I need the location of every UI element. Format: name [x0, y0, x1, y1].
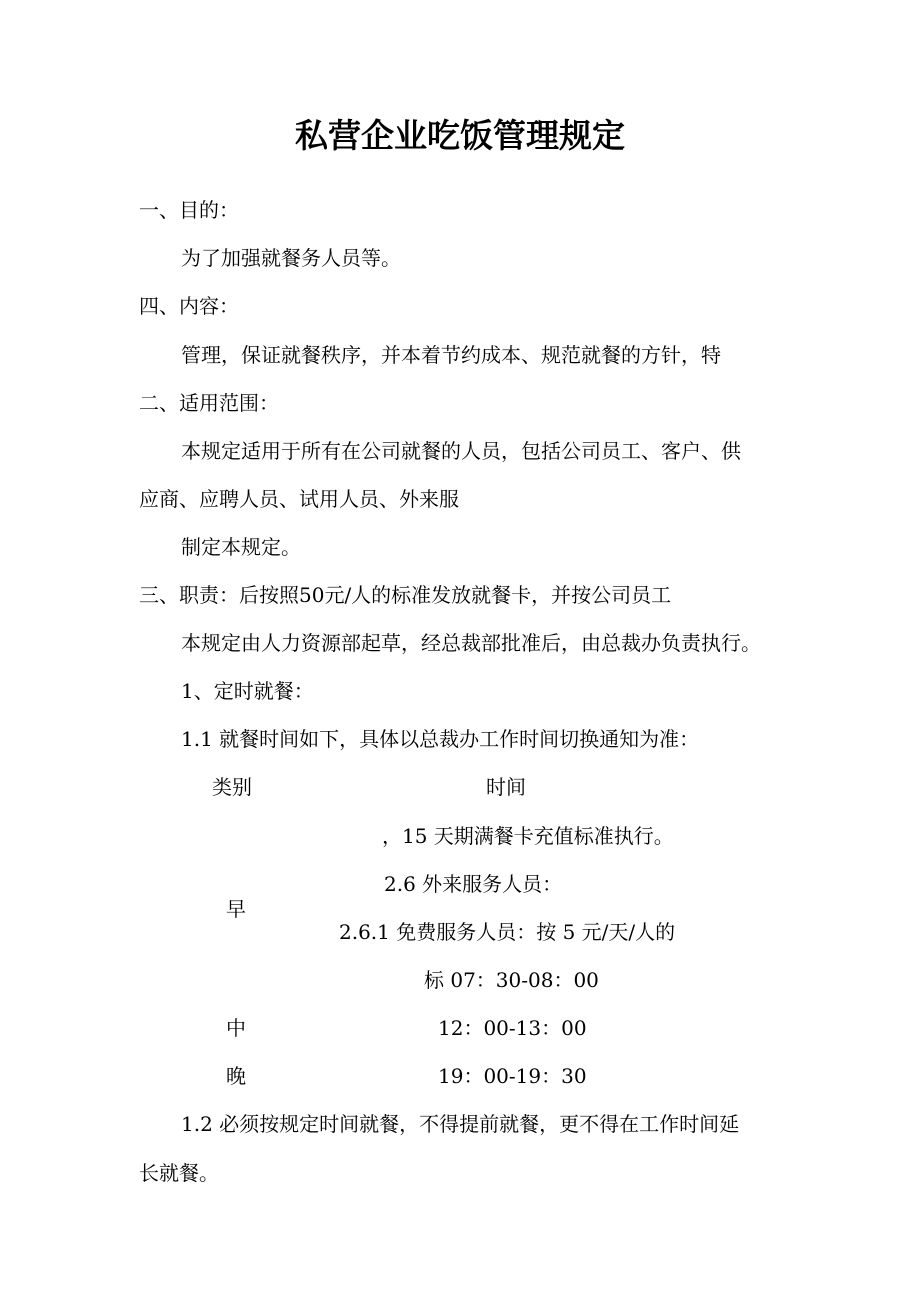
section-heading-content: 四、内容： — [139, 294, 239, 318]
paragraph-rule-1-2-line-2: 长就餐。 — [139, 1161, 219, 1185]
table-overlay-text-2: 2.6 外来服务人员： — [384, 872, 563, 896]
paragraph-scope-line-2: 应商、应聘人员、试用人员、外来服 — [139, 487, 459, 511]
paragraph-content: 管理，保证就餐秩序，并本着节约成本、规范就餐的方针，特 — [181, 343, 721, 367]
paragraph-meal-times: 1.1 就餐时间如下，具体以总裁办工作时间切换通知为准： — [181, 727, 700, 751]
table-row-dinner-label: 晚 — [226, 1064, 246, 1088]
table-row-lunch-label: 中 — [226, 1016, 246, 1040]
section-heading-duties: 三、职责：后按照50元/人的标准发放就餐卡，并按公司员工 — [139, 583, 672, 607]
document-title: 私营企业吃饭管理规定 — [295, 116, 625, 155]
table-header-category: 类别 — [212, 775, 252, 799]
table-row-breakfast-label: 早 — [226, 897, 246, 921]
table-overlay-text-1: ，15 天期满餐卡充值标准执行。 — [382, 824, 674, 848]
table-header-time: 时间 — [486, 775, 526, 799]
table-row-dinner-time: 19：00-19：30 — [438, 1064, 587, 1088]
paragraph-scope-line-3: 制定本规定。 — [181, 535, 301, 559]
paragraph-rule-1-2-line-1: 1.2 必须按规定时间就餐，不得提前就餐，更不得在工作时间延 — [181, 1112, 740, 1136]
section-heading-purpose: 一、目的： — [139, 198, 239, 222]
subsection-heading-meal-times: 1、定时就餐： — [181, 679, 314, 703]
paragraph-duties: 本规定由人力资源部起草，经总裁部批准后，由总裁办负责执行。 — [181, 631, 761, 655]
section-heading-scope: 二、适用范围： — [139, 391, 279, 415]
table-row-breakfast-time: 标 07：30-08：00 — [424, 968, 599, 992]
paragraph-scope-line-1: 本规定适用于所有在公司就餐的人员，包括公司员工、客户、供 — [181, 439, 741, 463]
table-row-lunch-time: 12：00-13：00 — [438, 1016, 587, 1040]
table-overlay-text-3: 2.6.1 免费服务人员：按 5 元/天/人的 — [339, 920, 676, 944]
paragraph-purpose: 为了加强就餐务人员等。 — [181, 246, 401, 270]
